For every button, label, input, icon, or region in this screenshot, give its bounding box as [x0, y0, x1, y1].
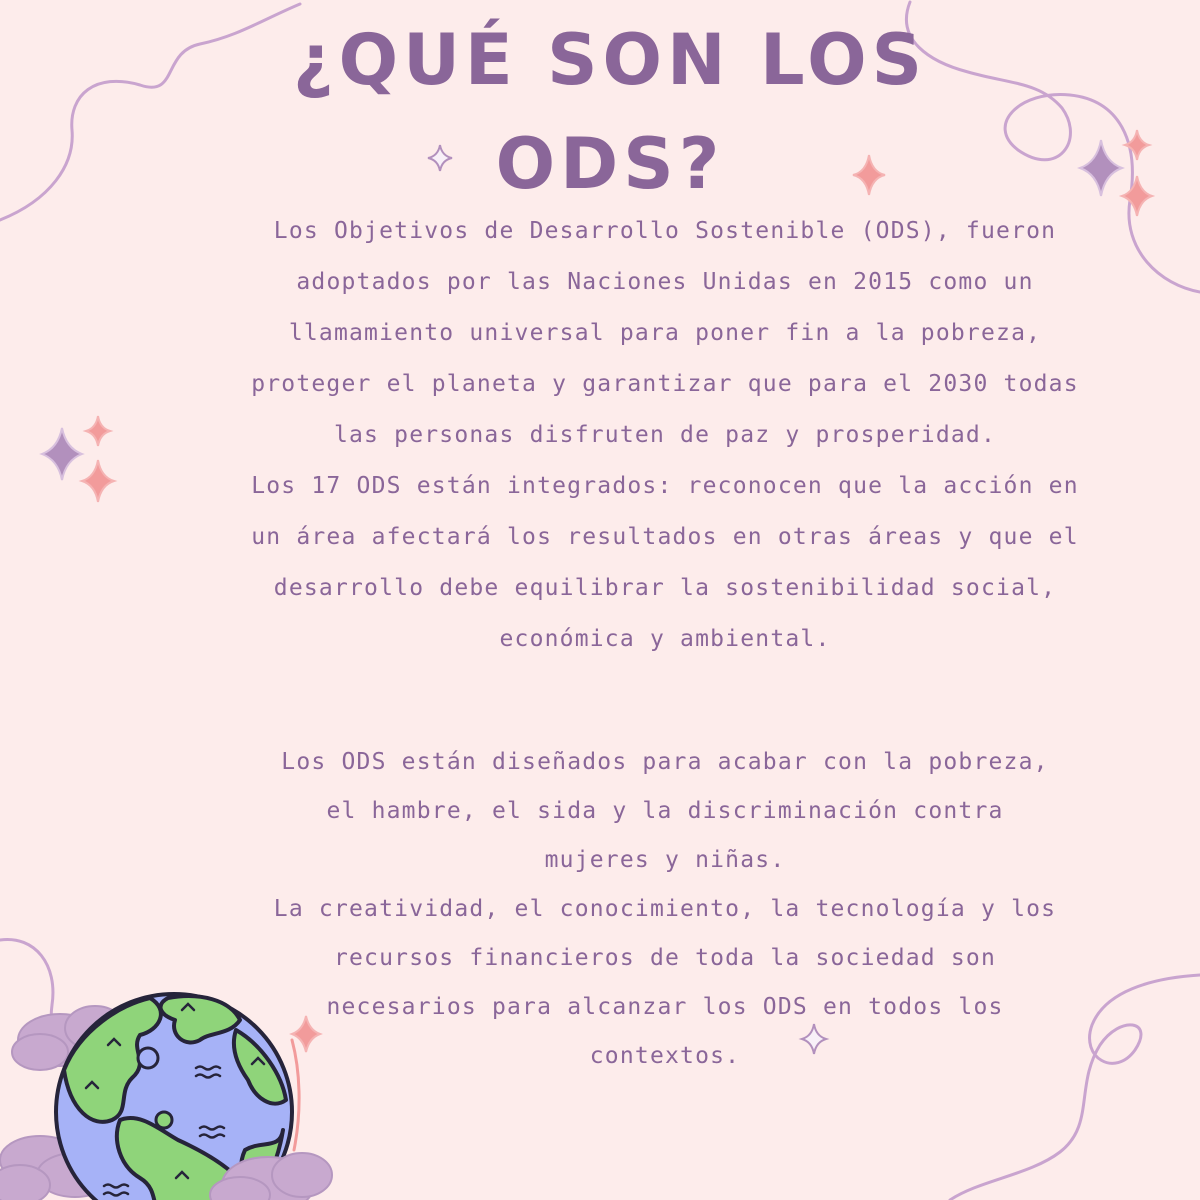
goals-paragraph: [220, 738, 1110, 1081]
text-line: desarrollo debe equilibrar la sostenibilidad social,: [273, 575, 1057, 601]
sparkle-icon: [1125, 130, 1149, 160]
text-line: Los 17 ODS están integrados: reconocen que la acción en: [251, 473, 1079, 499]
title-line-1: ¿QUÉ SON LOS: [292, 19, 928, 101]
page-title: [200, 8, 1020, 216]
text-line: el hambre, el sida y la discriminación contra: [326, 798, 1004, 824]
cloud-icon: [12, 1006, 125, 1070]
sparkle-icon: [1080, 140, 1122, 196]
intro-paragraph: [210, 206, 1120, 665]
cloud-icon: [0, 1136, 113, 1200]
sparkle-icon: [86, 416, 110, 446]
text-line: económica y ambiental.: [499, 626, 831, 652]
text-line: mujeres y niñas.: [544, 847, 786, 873]
text-line: adoptados por las Naciones Unidas en 2015 como un: [296, 269, 1034, 295]
swirl-line-bottom-left: [0, 939, 82, 1046]
text-line: un área afectará los resultados en otras áreas y que el: [251, 524, 1079, 550]
text-line: contextos.: [589, 1043, 741, 1069]
text-line: llamamiento universal para poner fin a la pobreza,: [288, 320, 1042, 346]
text-line: proteger el planeta y garantizar que para el 2030 todas: [251, 371, 1079, 397]
sparkle-icon: [82, 460, 114, 502]
text-line: Los ODS están diseñados para acabar con la pobreza,: [281, 749, 1049, 775]
sparkle-icon: [1122, 176, 1152, 216]
text-line: recursos financieros de toda la sociedad son: [333, 945, 997, 971]
text-line: necesarios para alcanzar los ODS en todos los: [326, 994, 1004, 1020]
title-line-2: ODS?: [495, 123, 725, 205]
text-line: las personas disfruten de paz y prosperidad.: [333, 422, 997, 448]
cloud-icon: [210, 1153, 332, 1200]
text-line: La creatividad, el conocimiento, la tecnología y los: [273, 896, 1057, 922]
sparkle-icon: [42, 428, 82, 480]
text-line: Los Objetivos de Desarrollo Sostenible (ODS), fueron: [273, 218, 1057, 244]
